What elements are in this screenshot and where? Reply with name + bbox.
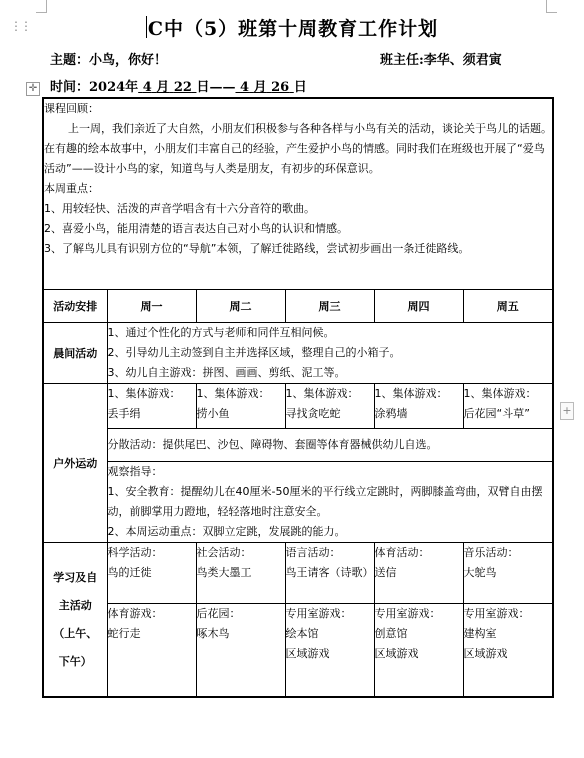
outdoor-group-row bbox=[43, 384, 553, 429]
study-tue-2[interactable]: 后花园： 啄木鸟 bbox=[196, 604, 285, 698]
teachers-text[interactable]: 班主任:李华、须君寅 bbox=[380, 53, 502, 68]
day-monday[interactable]: 周一 bbox=[107, 290, 196, 323]
outdoor-group-tue[interactable]: 1、集体游戏： 捞小鱼 bbox=[196, 384, 285, 429]
study-mon-2[interactable]: 体育游戏： 蛇行走 bbox=[107, 604, 196, 698]
page-title[interactable]: C中（5）班第十周教育工作计划 bbox=[147, 18, 439, 40]
day-wednesday[interactable]: 周三 bbox=[285, 290, 374, 323]
study-fri-1[interactable]: 音乐活动： 大鸵鸟 bbox=[463, 543, 553, 604]
plan-table bbox=[42, 97, 554, 698]
study-thu-2[interactable]: 专用室游戏： 创意馆 区域游戏 bbox=[374, 604, 463, 698]
date-prefix: 时间：2024年 bbox=[50, 80, 139, 95]
table-move-handle-icon[interactable]: ✛ bbox=[26, 82, 40, 96]
date-separator: 日—— bbox=[196, 80, 236, 95]
date-underlined-end: 4 月 26 bbox=[240, 80, 290, 95]
study-label[interactable]: 学习及自 主活动 （上午、 下午） bbox=[43, 543, 107, 698]
morning-row bbox=[43, 323, 553, 384]
study-fri-2[interactable]: 专用室游戏： 建构室 区域游戏 bbox=[463, 604, 553, 698]
study-row-1 bbox=[43, 543, 553, 604]
review-heading: 课程回顾： bbox=[44, 102, 99, 115]
observe-item: 2、本周运动重点：双脚立定跳，发展跳的能力。 bbox=[107, 525, 346, 538]
theme-text[interactable]: 主题：小鸟，你好！ bbox=[50, 53, 168, 68]
add-column-icon[interactable]: + bbox=[560, 402, 574, 420]
text-cursor bbox=[146, 16, 147, 38]
outdoor-group-mon[interactable]: 1、集体游戏： 丢手绢 bbox=[107, 384, 196, 429]
outdoor-label[interactable]: 户外运动 bbox=[43, 384, 107, 543]
review-paragraph: 上一周，我们亲近了大自然，小朋友们积极参与各种各样与小鸟有关的活动，谈论关于鸟儿的话题。在有趣的绘本故事中，小朋友们丰富自己的经验，产生爱护小鸟的情感。同时我们在班级也开展了“爱鸟活动”——设计小鸟的家，知道鸟与人类是朋友，有初步的环保意识。 bbox=[44, 122, 552, 175]
date-suffix: 日 bbox=[293, 80, 307, 95]
table-header-row bbox=[43, 290, 553, 323]
morning-item: 2、引导幼儿主动签到自主并选择区域，整理自己的小箱子。 bbox=[107, 346, 401, 359]
review-cell[interactable] bbox=[43, 98, 553, 290]
header-label[interactable]: 活动安排 bbox=[43, 290, 107, 323]
morning-cell[interactable] bbox=[107, 323, 553, 384]
study-mon-1[interactable]: 科学活动： 鸟的迁徙 bbox=[107, 543, 196, 604]
focus-item: 2、喜爱小鸟，能用清楚的语言表达自己对小鸟的认识和情感。 bbox=[44, 222, 348, 235]
day-tuesday[interactable]: 周二 bbox=[196, 290, 285, 323]
observe-item: 1、安全教育：提醒幼儿在40厘米-50厘米的平行线立定跳时，两脚膝盖弯曲，双臂自由摆动，前脚掌用力蹬地，轻轻落地时注意安全。 bbox=[107, 485, 543, 518]
study-row-2 bbox=[43, 604, 553, 698]
outdoor-scattered-row bbox=[43, 429, 553, 462]
title-line bbox=[0, 14, 584, 41]
study-thu-1[interactable]: 体育活动： 送信 bbox=[374, 543, 463, 604]
observe-heading: 观察指导： bbox=[107, 465, 163, 478]
day-friday[interactable]: 周五 bbox=[463, 290, 553, 323]
margin-corner-mark bbox=[36, 0, 47, 13]
day-thursday[interactable]: 周四 bbox=[374, 290, 463, 323]
study-wed-1[interactable]: 语言活动： 鸟王请客（诗歌） bbox=[285, 543, 374, 604]
morning-label[interactable]: 晨间活动 bbox=[43, 323, 107, 384]
focus-item: 1、用较轻快、活泼的声音学唱含有十六分音符的歌曲。 bbox=[44, 202, 315, 215]
outdoor-observe-row bbox=[43, 462, 553, 543]
focus-heading: 本周重点： bbox=[44, 182, 99, 195]
drag-handle-icon[interactable]: ⋮⋮ bbox=[10, 19, 30, 33]
margin-corner-mark bbox=[546, 0, 557, 13]
observe-cell[interactable] bbox=[107, 462, 553, 543]
date-underlined-start: 4 月 22 bbox=[142, 80, 192, 95]
outdoor-group-wed[interactable]: 1、集体游戏： 寻找贪吃蛇 bbox=[285, 384, 374, 429]
focus-item: 3、了解鸟儿具有识别方位的“导航”本领，了解迁徙路线，尝试初步画出一条迁徙路线。 bbox=[44, 242, 470, 255]
outdoor-group-fri[interactable]: 1、集体游戏： 后花园“斗草” bbox=[463, 384, 553, 429]
morning-item: 3、幼儿自主游戏：拼图、画画、剪纸、泥工等。 bbox=[107, 366, 346, 379]
morning-item: 1、通过个性化的方式与老师和同伴互相问候。 bbox=[107, 326, 335, 339]
study-tue-1[interactable]: 社会活动： 鸟类大墨工 bbox=[196, 543, 285, 604]
study-wed-2[interactable]: 专用室游戏： 绘本馆 区域游戏 bbox=[285, 604, 374, 698]
date-range[interactable] bbox=[50, 76, 307, 95]
outdoor-group-thu[interactable]: 1、集体游戏： 涂鸦墙 bbox=[374, 384, 463, 429]
scattered-cell[interactable]: 分散活动：提供尾巴、沙包、障碍物、套圈等体育器械供幼儿自选。 bbox=[107, 429, 553, 462]
